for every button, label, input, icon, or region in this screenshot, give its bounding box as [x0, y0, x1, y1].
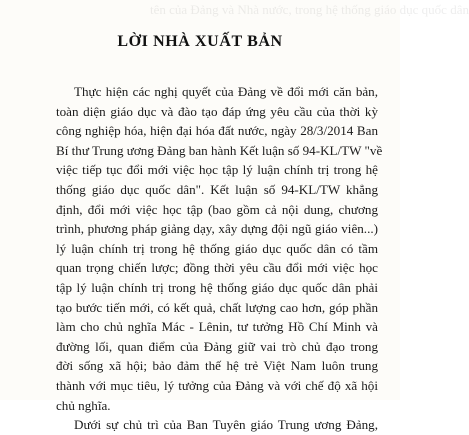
text-line: trình, phương pháp giảng dạy, xây dựng đội ngũ giáo viên...) — [56, 221, 378, 237]
text-line: Dưới sự chủ trì của Ban Tuyên giáo Trung ương Đảng, — [74, 417, 378, 433]
text-line: lý luận chính trị trong hệ thống giáo dục quốc dân có tầm — [56, 240, 378, 256]
text-line: công nghiệp hóa, hiện đại hóa đất nước, ngày 28/3/2014 Ban — [56, 123, 378, 139]
text-line: thành với mục tiêu, lý tưởng của Đảng và với chế độ xã hội — [56, 377, 378, 393]
paragraph-1 — [56, 82, 383, 415]
text-line: thống giáo dục quốc dân". Kết luận số 94-KL/TW khẳng — [56, 181, 378, 197]
text-line: đường lối, quan điểm của Đảng giữ vai trò chủ đạo trong — [56, 338, 378, 354]
paragraph-2 — [56, 415, 378, 435]
text-line: Thực hiện các nghị quyết của Đảng về đổi mới căn bản, — [74, 84, 378, 99]
text-line: việc tiếp tục đổi mới việc học tập lý luận chính trị trong hệ — [56, 162, 378, 178]
text-line: Bí thư Trung ương Đảng ban hành Kết luận số 94-KL/TW "về — [56, 142, 383, 158]
text-line: toàn diện giáo dục và đào tạo đáp ứng yêu cầu của thời kỳ — [56, 103, 378, 119]
text-line: làm cho chủ nghĩa Mác - Lênin, tư tưởng Hồ Chí Minh và — [56, 319, 378, 335]
text-line: định, đổi mới việc học tập (bao gồm cả nội dung, chương — [56, 201, 378, 217]
text-line: tạo bước tiến mới, có kết quả, chất lượng cao hơn, góp phần — [56, 299, 378, 315]
text-line: đời sống xã hội; bảo đảm thế hệ trẻ Việt Nam luôn trung — [56, 358, 378, 374]
text-line: quan trọng chiến lược; đồng thời yêu cầu đổi mới việc học — [56, 260, 378, 276]
page-body — [56, 82, 383, 435]
bleed-through-text: tên của Đảng và Nhà nước, trong hệ thống giáo dục quốc dân — [150, 2, 469, 17]
text-line: tập lý luận chính trị trong hệ thống giáo dục quốc dân phải — [56, 279, 378, 295]
page-title: LỜI NHÀ XUẤT BẢN — [117, 33, 283, 50]
text-line: chủ nghĩa. — [56, 397, 111, 413]
